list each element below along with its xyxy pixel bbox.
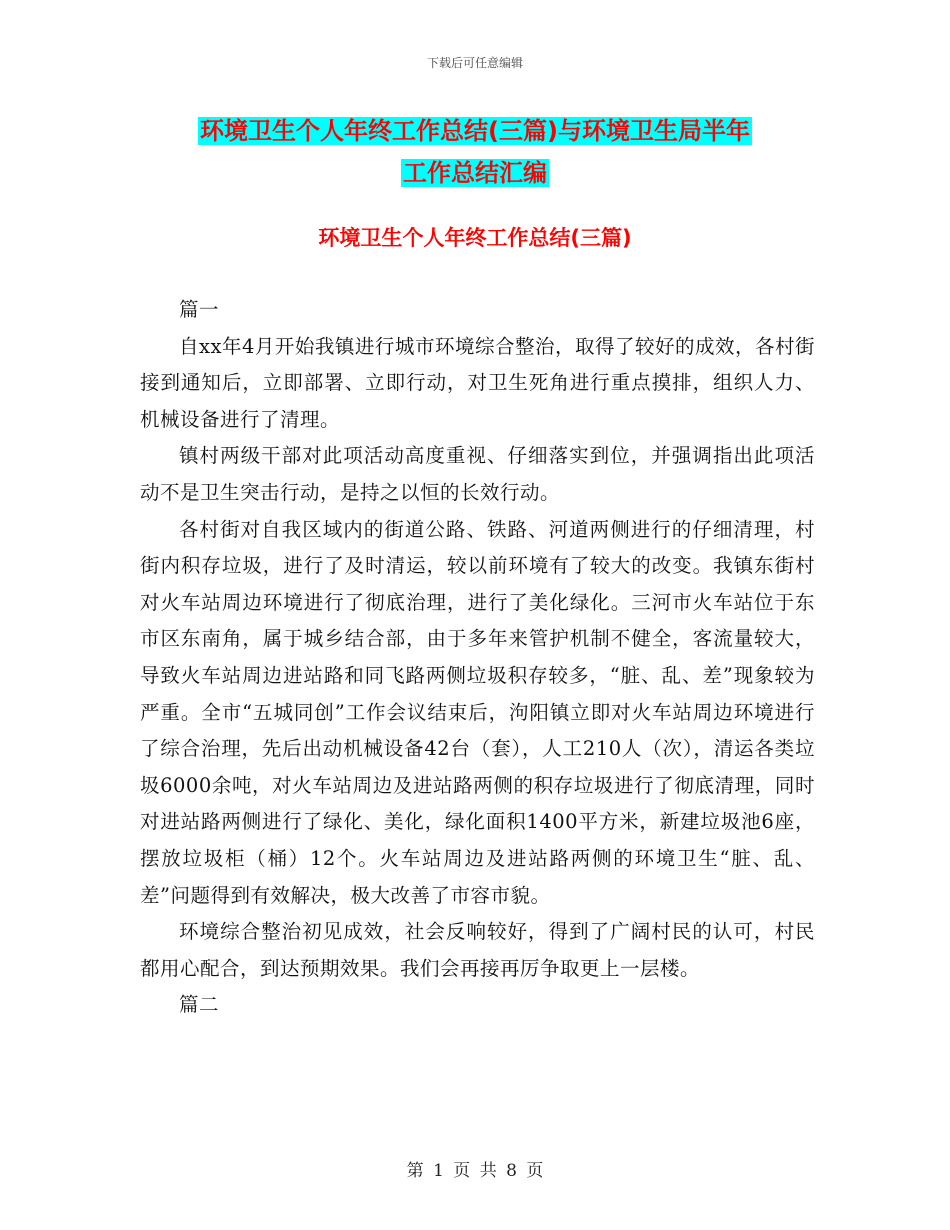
paragraph: 各村街对自我区域内的街道公路、铁路、河道两侧进行的仔细清理，村街内积存垃圾，进行了及时清运，较以前环境有了较大的改变。我镇东街村对火车站周边环境进行了彻底治理，进行了美化绿化。三河市火车站位于东市区东南角，属于城乡结合部，由于多年来管护机制不健全，客流量较大，导致火车站周边进站路和同飞路两侧垃圾积存较多，“脏、乱、差”现象较为严重。全市“五城同创”工作会议结束后，泃阳镇立即对火车站周边环境进行了综合治理，先后出动机械设备42台（套），人工210人（次），清运各类垃圾6000余吨，对火车站周边及进站路两侧的积存垃圾进行了彻底清理，同时对进站路两侧进行了绿化、美化，绿化面积1400平方米，新建垃圾池6座，摆放垃圾柜（桶）12个。火车站周边及进站路两侧的环境卫生“脏、乱、差”问题得到有效解决，极大改善了市容市貌。: [140, 517, 815, 907]
body-text: [140, 292, 815, 1024]
title-line-2: 工作总结汇编: [403, 159, 547, 187]
paragraph: 环境综合整治初见成效，社会反响较好，得到了广阔村民的认可，村民都用心配合，到达预期效果。我们会再接再厉争取更上一层楼。: [140, 920, 815, 980]
page-footer: 第 1 页 共 8 页: [406, 1161, 544, 1181]
document-title: [0, 110, 950, 194]
section-title: 环境卫生个人年终工作总结(三篇): [318, 226, 632, 250]
header-note: 下载后可任意编辑: [426, 56, 523, 70]
paragraph: 篇一: [179, 298, 220, 321]
paragraph: 自xx年4月开始我镇进行城市环境综合整治，取得了较好的成效，各村街接到通知后，立即部署、立即行动，对卫生死角进行重点摸排，组织人力、机械设备进行了清理。: [140, 334, 815, 431]
paragraph: 篇二: [179, 993, 220, 1017]
paragraph: 镇村两级干部对此项活动高度重视、仔细落实到位，并强调指出此项活动不是卫生突击行动，是持之以恒的长效行动。: [140, 444, 815, 504]
title-line-1: 环境卫生个人年终工作总结(三篇)与环境卫生局半年: [200, 117, 750, 145]
